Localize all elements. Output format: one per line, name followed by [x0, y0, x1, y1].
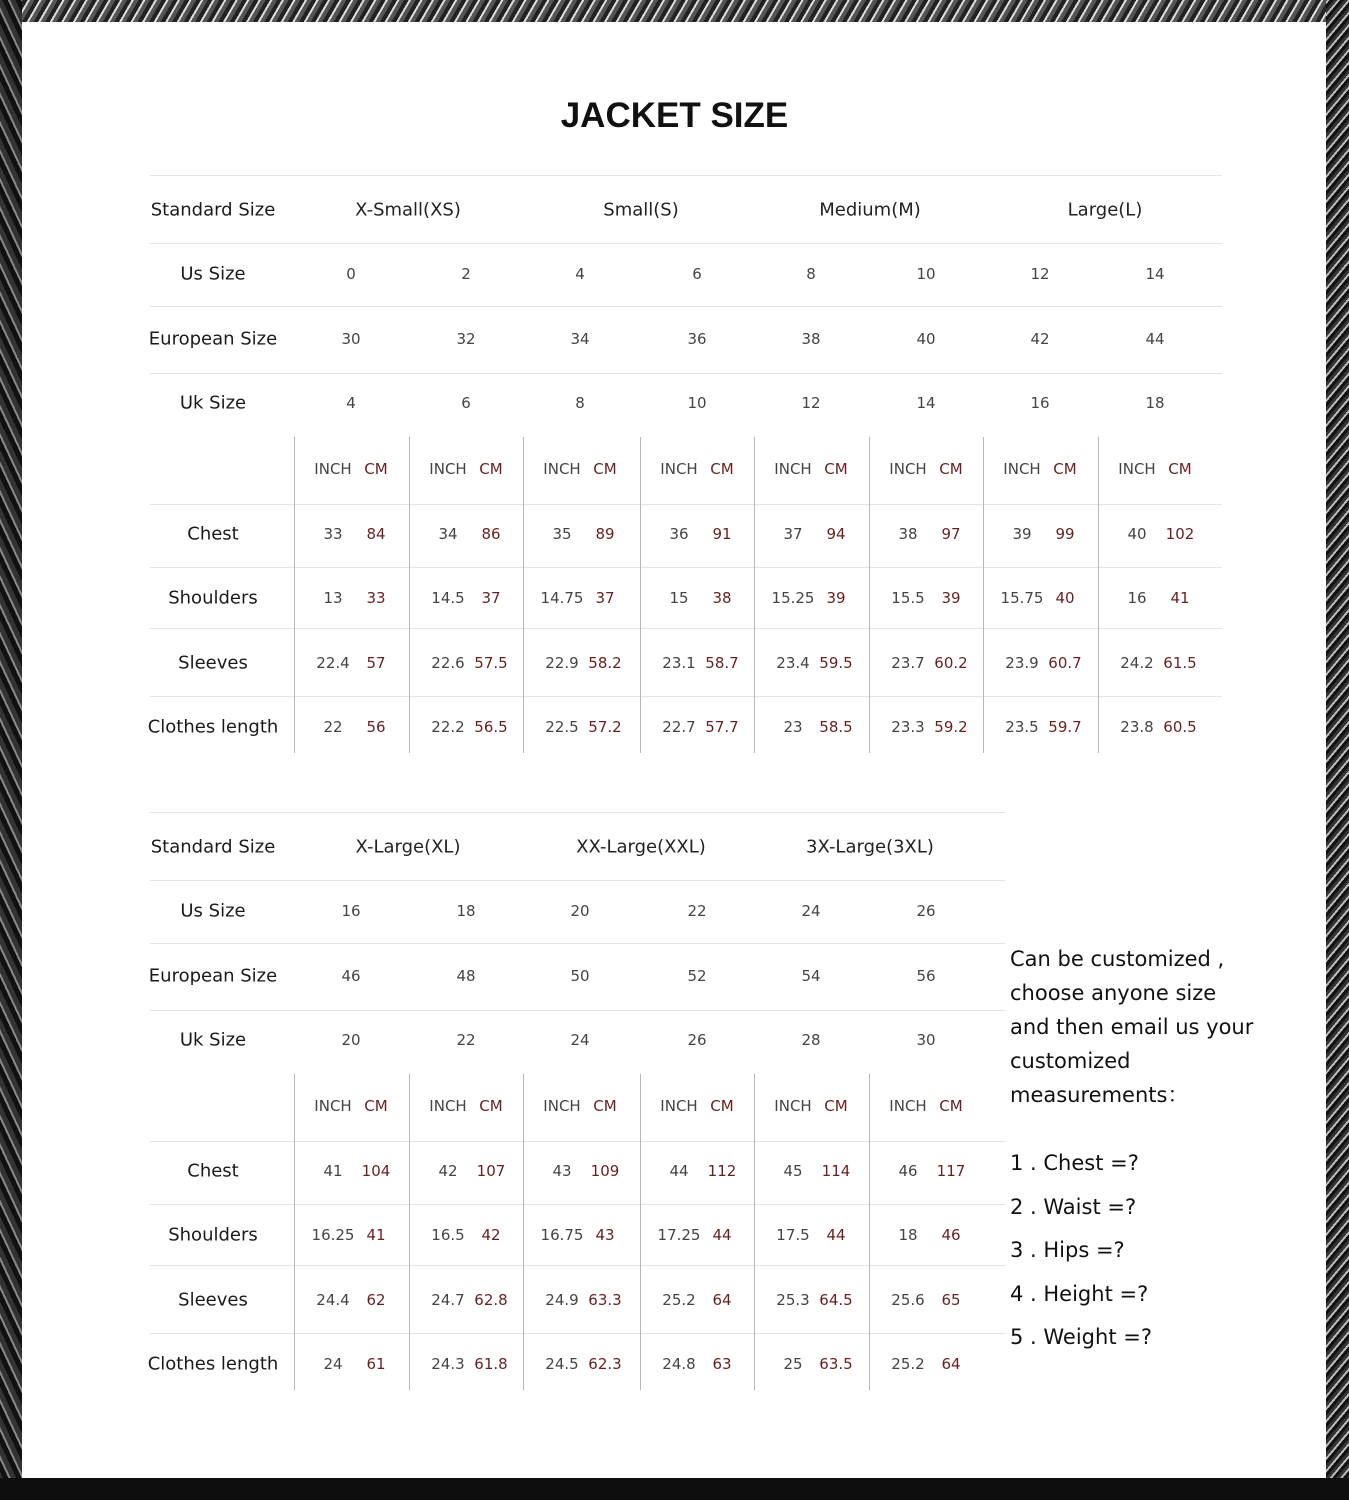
row-divider: [150, 243, 1222, 244]
column-divider: [523, 1074, 524, 1390]
row-label-european: European Size: [148, 328, 278, 350]
column-divider: [640, 437, 641, 753]
size-value: 6: [461, 394, 471, 412]
unit-cm-label: CM: [824, 460, 848, 478]
column-divider: [1098, 437, 1099, 753]
unit-inch-label: INCH: [774, 1097, 812, 1115]
row-divider: [150, 1265, 1005, 1266]
row-divider: [150, 306, 1222, 307]
row-divider: [150, 1010, 1005, 1011]
row-label-us: Us Size: [180, 900, 246, 922]
measurement-cm: 44: [826, 1226, 846, 1244]
size-value: 12: [1030, 265, 1050, 283]
row-label-sleeves: Sleeves: [178, 1289, 248, 1311]
measurement-cm: 39: [826, 589, 846, 607]
size-value: 28: [801, 1031, 821, 1049]
background-pattern-right: [1326, 0, 1349, 1500]
row-divider: [150, 812, 1005, 813]
row-label-uk: Uk Size: [179, 1029, 247, 1051]
size-group-header: Small(S): [603, 199, 679, 221]
measurement-inch: 25: [783, 1355, 803, 1373]
size-value: 46: [341, 967, 361, 985]
measurement-cm: 58.2: [588, 654, 622, 672]
size-value: 26: [916, 902, 936, 920]
row-divider: [150, 943, 1005, 944]
question-item: 1 . Chest =?: [1010, 1151, 1139, 1175]
size-group-header: Medium(M): [819, 199, 921, 221]
question-item: 4 . Height =?: [1010, 1281, 1149, 1306]
measurement-cm: 56.5: [474, 718, 508, 736]
measurement-inch: 16.5: [431, 1226, 465, 1244]
size-value: 2: [461, 265, 471, 283]
size-value: 12: [801, 394, 821, 412]
size-value: 56: [916, 967, 936, 985]
row-divider: [150, 696, 1222, 697]
measurement-inch: 24.3: [431, 1355, 465, 1373]
unit-cm-label: CM: [479, 1097, 503, 1115]
row-label-shoulders: Shoulders: [168, 587, 258, 609]
size-value: 10: [916, 265, 936, 283]
measurement-cm: 33: [366, 589, 386, 607]
row-divider: [150, 1204, 1005, 1205]
measurement-cm: 91: [712, 525, 732, 543]
unit-inch-label: INCH: [774, 460, 812, 478]
unit-cm-label: CM: [593, 460, 617, 478]
background-pattern-left: [0, 0, 22, 1500]
size-value: 44: [1145, 330, 1165, 348]
measurement-inch: 43: [552, 1162, 572, 1180]
measurement-inch: 35: [552, 525, 572, 543]
measurement-cm: 62.8: [474, 1291, 508, 1309]
size-group-header: X-Small(XS): [355, 199, 461, 221]
row-label-us: Us Size: [180, 263, 246, 285]
measurement-cm: 112: [707, 1162, 737, 1180]
size-value: 18: [1145, 394, 1165, 412]
measurement-inch: 22.9: [545, 654, 579, 672]
row-label-european: European Size: [148, 965, 278, 987]
row-label-standard: Standard Size: [150, 836, 276, 858]
question-item: 5 . Weight =?: [1010, 1325, 1152, 1349]
measurement-inch: 37: [783, 525, 803, 543]
measurement-inch: 16.75: [540, 1226, 584, 1244]
row-label-length: Clothes length: [147, 716, 279, 738]
measurement-inch: 23.1: [662, 654, 696, 672]
measurement-inch: 23.7: [891, 654, 925, 672]
size-value: 30: [916, 1031, 936, 1049]
measurement-inch: 23.9: [1005, 654, 1039, 672]
measurement-inch: 17.25: [657, 1226, 701, 1244]
measurement-inch: 25.2: [891, 1355, 925, 1373]
measurement-cm: 41: [1170, 589, 1190, 607]
measurement-inch: 44: [669, 1162, 689, 1180]
question-item: 2 . Waist =?: [1010, 1194, 1137, 1219]
background-pattern-top: [0, 0, 1349, 22]
measurement-cm: 41: [366, 1226, 386, 1244]
measurement-cm: 65: [941, 1291, 961, 1309]
unit-cm-label: CM: [1168, 460, 1192, 478]
size-value: 22: [687, 902, 707, 920]
measurement-cm: 64.5: [819, 1291, 853, 1309]
measurement-inch: 14.75: [540, 589, 584, 607]
measurement-inch: 46: [898, 1162, 918, 1180]
measurement-cm: 104: [361, 1162, 391, 1180]
size-value: 34: [570, 330, 590, 348]
unit-inch-label: INCH: [314, 460, 352, 478]
measurement-inch: 13: [323, 589, 343, 607]
measurement-cm: 102: [1165, 525, 1195, 543]
row-divider: [150, 1333, 1005, 1334]
unit-inch-label: INCH: [429, 460, 467, 478]
size-group-header: X-Large(XL): [355, 836, 461, 858]
column-divider: [754, 1074, 755, 1390]
measurement-cm: 107: [476, 1162, 506, 1180]
row-divider: [150, 373, 1222, 374]
row-divider: [150, 880, 1005, 881]
size-value: 4: [346, 394, 356, 412]
size-group-header: Large(L): [1067, 199, 1143, 221]
measurement-inch: 42: [438, 1162, 458, 1180]
measurement-inch: 23.4: [776, 654, 810, 672]
background-bottom-strip: [0, 1478, 1349, 1500]
measurement-inch: 22.7: [662, 718, 696, 736]
size-value: 8: [806, 265, 816, 283]
measurement-questions: [1010, 1142, 1152, 1360]
measurement-cm: 37: [595, 589, 615, 607]
unit-inch-label: INCH: [429, 1097, 467, 1115]
size-value: 36: [687, 330, 707, 348]
row-label-shoulders: Shoulders: [168, 1224, 258, 1246]
measurement-cm: 63: [712, 1355, 732, 1373]
row-label-sleeves: Sleeves: [178, 652, 248, 674]
row-label-chest: Chest: [187, 523, 239, 545]
measurement-cm: 86: [481, 525, 501, 543]
size-value: 30: [341, 330, 361, 348]
measurement-cm: 109: [590, 1162, 620, 1180]
measurement-inch: 45: [783, 1162, 803, 1180]
measurement-cm: 62.3: [588, 1355, 622, 1373]
unit-cm-label: CM: [364, 1097, 388, 1115]
size-value: 16: [1030, 394, 1050, 412]
row-label-standard: Standard Size: [150, 199, 276, 221]
measurement-inch: 15.25: [771, 589, 815, 607]
size-value: 8: [575, 394, 585, 412]
measurement-cm: 60.5: [1163, 718, 1197, 736]
row-label-uk: Uk Size: [179, 392, 247, 414]
size-value: 22: [456, 1031, 476, 1049]
size-value: 16: [341, 902, 361, 920]
row-label-length: Clothes length: [147, 1353, 279, 1375]
size-value: 6: [692, 265, 702, 283]
row-divider: [150, 504, 1222, 505]
column-divider: [294, 1074, 295, 1390]
size-group-header: XX-Large(XXL): [576, 836, 706, 858]
measurement-cm: 114: [821, 1162, 851, 1180]
measurement-inch: 22.6: [431, 654, 465, 672]
column-divider: [754, 437, 755, 753]
measurement-inch: 23: [783, 718, 803, 736]
column-divider: [869, 437, 870, 753]
size-value: 50: [570, 967, 590, 985]
unit-cm-label: CM: [479, 460, 503, 478]
column-divider: [869, 1074, 870, 1390]
unit-cm-label: CM: [1053, 460, 1077, 478]
measurement-cm: 57: [366, 654, 386, 672]
measurement-cm: 43: [595, 1226, 615, 1244]
size-value: 24: [801, 902, 821, 920]
size-value: 14: [916, 394, 936, 412]
row-divider: [150, 628, 1222, 629]
column-divider: [294, 437, 295, 753]
size-value: 20: [341, 1031, 361, 1049]
measurement-cm: 57.5: [474, 654, 508, 672]
unit-cm-label: CM: [710, 1097, 734, 1115]
question-item: 3 . Hips =?: [1010, 1238, 1125, 1262]
unit-inch-label: INCH: [314, 1097, 352, 1115]
unit-cm-label: CM: [710, 460, 734, 478]
measurement-cm: 59.2: [934, 718, 968, 736]
unit-cm-label: CM: [939, 1097, 963, 1115]
size-value: 26: [687, 1031, 707, 1049]
measurement-cm: 46: [941, 1226, 961, 1244]
column-divider: [983, 437, 984, 753]
measurement-inch: 22.2: [431, 718, 465, 736]
measurement-inch: 14.5: [431, 589, 465, 607]
measurement-cm: 61.8: [474, 1355, 508, 1373]
measurement-cm: 64: [941, 1355, 961, 1373]
measurement-inch: 23.5: [1005, 718, 1039, 736]
column-divider: [523, 437, 524, 753]
column-divider: [640, 1074, 641, 1390]
unit-cm-label: CM: [824, 1097, 848, 1115]
size-group-header: 3X-Large(3XL): [806, 836, 934, 858]
measurement-cm: 60.7: [1048, 654, 1082, 672]
measurement-cm: 56: [366, 718, 386, 736]
unit-cm-label: CM: [364, 460, 388, 478]
measurement-cm: 59.7: [1048, 718, 1082, 736]
size-value: 10: [687, 394, 707, 412]
measurement-cm: 61.5: [1163, 654, 1197, 672]
measurement-cm: 39: [941, 589, 961, 607]
measurement-inch: 22.4: [316, 654, 350, 672]
measurement-cm: 99: [1055, 525, 1075, 543]
measurement-inch: 24.7: [431, 1291, 465, 1309]
unit-inch-label: INCH: [543, 460, 581, 478]
measurement-inch: 25.6: [891, 1291, 925, 1309]
measurement-cm: 62: [366, 1291, 386, 1309]
column-divider: [409, 437, 410, 753]
unit-inch-label: INCH: [1118, 460, 1156, 478]
row-label-chest: Chest: [187, 1160, 239, 1182]
measurement-inch: 22: [323, 718, 343, 736]
size-value: 40: [916, 330, 936, 348]
size-value: 4: [575, 265, 585, 283]
measurement-cm: 58.5: [819, 718, 853, 736]
measurement-inch: 17.5: [776, 1226, 810, 1244]
measurement-inch: 24.8: [662, 1355, 696, 1373]
size-value: 48: [456, 967, 476, 985]
measurement-inch: 24.4: [316, 1291, 350, 1309]
measurement-inch: 15.5: [891, 589, 925, 607]
size-value: 24: [570, 1031, 590, 1049]
measurement-cm: 59.5: [819, 654, 853, 672]
measurement-inch: 24.5: [545, 1355, 579, 1373]
size-value: 52: [687, 967, 707, 985]
column-divider: [409, 1074, 410, 1390]
measurement-inch: 15: [669, 589, 689, 607]
measurement-inch: 16: [1127, 589, 1147, 607]
measurement-cm: 40: [1055, 589, 1075, 607]
measurement-inch: 24.2: [1120, 654, 1154, 672]
size-value: 54: [801, 967, 821, 985]
measurement-cm: 38: [712, 589, 732, 607]
measurement-cm: 63.3: [588, 1291, 622, 1309]
size-value: 18: [456, 902, 476, 920]
measurement-cm: 97: [941, 525, 961, 543]
size-value: 0: [346, 265, 356, 283]
measurement-inch: 23.3: [891, 718, 925, 736]
measurement-cm: 44: [712, 1226, 732, 1244]
unit-inch-label: INCH: [660, 460, 698, 478]
size-value: 20: [570, 902, 590, 920]
measurement-cm: 94: [826, 525, 846, 543]
measurement-inch: 41: [323, 1162, 343, 1180]
size-value: 32: [456, 330, 476, 348]
row-divider: [150, 1141, 1005, 1142]
page-title: JACKET SIZE: [560, 96, 789, 135]
unit-cm-label: CM: [939, 460, 963, 478]
unit-inch-label: INCH: [889, 1097, 927, 1115]
measurement-cm: 57.2: [588, 718, 622, 736]
unit-inch-label: INCH: [660, 1097, 698, 1115]
measurement-inch: 36: [669, 525, 689, 543]
unit-inch-label: INCH: [889, 460, 927, 478]
measurement-cm: 63.5: [819, 1355, 853, 1373]
measurement-cm: 60.2: [934, 654, 968, 672]
measurement-inch: 22.5: [545, 718, 579, 736]
measurement-inch: 25.3: [776, 1291, 810, 1309]
measurement-inch: 15.75: [1000, 589, 1044, 607]
size-value: 14: [1145, 265, 1165, 283]
measurement-cm: 84: [366, 525, 386, 543]
measurement-cm: 64: [712, 1291, 732, 1309]
measurement-cm: 89: [595, 525, 615, 543]
measurement-inch: 25.2: [662, 1291, 696, 1309]
row-divider: [150, 175, 1222, 176]
measurement-cm: 61: [366, 1355, 386, 1373]
size-value: 42: [1030, 330, 1050, 348]
measurement-cm: 42: [481, 1226, 501, 1244]
measurement-inch: 40: [1127, 525, 1147, 543]
unit-cm-label: CM: [593, 1097, 617, 1115]
measurement-inch: 24.9: [545, 1291, 579, 1309]
measurement-cm: 117: [936, 1162, 966, 1180]
measurement-cm: 37: [481, 589, 501, 607]
measurement-inch: 18: [898, 1226, 918, 1244]
measurement-inch: 38: [898, 525, 918, 543]
measurement-inch: 34: [438, 525, 458, 543]
size-value: 38: [801, 330, 821, 348]
measurement-inch: 16.25: [311, 1226, 355, 1244]
row-divider: [150, 567, 1222, 568]
unit-inch-label: INCH: [543, 1097, 581, 1115]
unit-inch-label: INCH: [1003, 460, 1041, 478]
measurement-inch: 23.8: [1120, 718, 1154, 736]
measurement-inch: 33: [323, 525, 343, 543]
measurement-cm: 57.7: [705, 718, 739, 736]
measurement-inch: 24: [323, 1355, 343, 1373]
measurement-inch: 39: [1012, 525, 1032, 543]
measurement-cm: 58.7: [705, 654, 739, 672]
custom-note: Can be customized , choose anyone size and then email us your customized measurements：: [1010, 947, 1254, 1107]
